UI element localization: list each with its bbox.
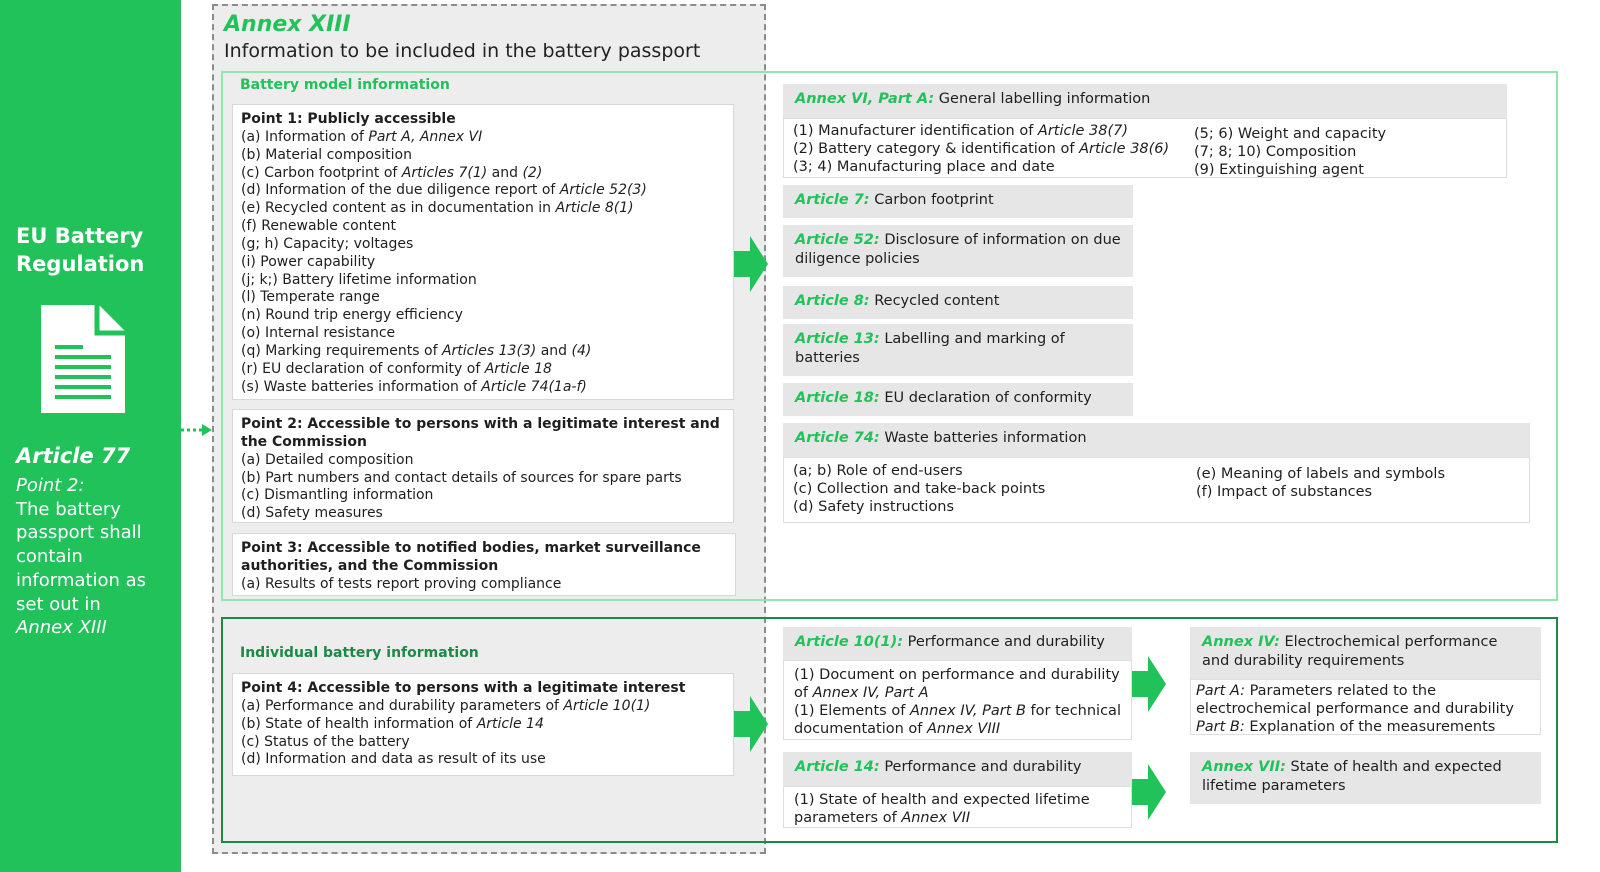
article10-item-ref: Annex IV, Part B — [909, 703, 1026, 719]
article74-left-list — [793, 462, 1045, 516]
point4-item-text: (c) Status of the battery — [241, 733, 410, 750]
point1-item — [241, 182, 725, 200]
article52-text: Disclosure of information on due diligence policies — [795, 232, 1121, 267]
article74-right-list — [1196, 465, 1445, 501]
sidebar — [0, 0, 181, 872]
point1-item-text: (n) Round trip energy efficiency — [241, 307, 463, 324]
article74-right-item: (e) Meaning of labels and symbols — [1196, 466, 1446, 482]
article74-label: Article 74: — [795, 430, 880, 446]
annex6-right-list — [1194, 125, 1386, 179]
annex-title: Annex XIII — [224, 12, 351, 37]
point1-item — [241, 200, 725, 218]
annex6-left-item — [793, 140, 1169, 158]
arrow-right-icon — [1132, 656, 1166, 716]
individual-battery-label: Individual battery information — [240, 645, 479, 661]
point1-item-text: (i) Power capability — [241, 253, 376, 270]
article18-box — [783, 383, 1133, 416]
annex6-left-item-ref: Article 38(6) — [1079, 141, 1170, 157]
point1-box — [232, 104, 734, 400]
point1-item — [241, 272, 725, 290]
point1-item-text: (c) Carbon footprint of — [241, 164, 402, 181]
point1-item — [241, 325, 725, 343]
annex6-left-item-text: (2) Battery category & identification of — [793, 141, 1080, 157]
article52-label: Article 52: — [795, 232, 880, 248]
annex6-label: Annex VI, Part A: — [795, 91, 935, 107]
point4-heading: Point 4: Accessible to persons with a legitimate interest — [241, 680, 686, 696]
annex7-label: Annex VII: — [1202, 759, 1286, 775]
point1-item-ref: Articles 13(3) — [441, 342, 537, 359]
point1-item-text: (s) Waste batteries information of — [241, 378, 482, 395]
point1-item-text: (f) Renewable content — [241, 218, 396, 235]
point1-item-ref: Part A, Annex VI — [368, 128, 483, 145]
article74-right-item: (f) Impact of substances — [1196, 484, 1373, 500]
annex4-text: Electrochemical performance and durability requirements — [1202, 634, 1498, 669]
annex4-part-a-label: Part A: — [1196, 683, 1245, 699]
annex4-label: Annex IV: — [1202, 634, 1280, 650]
article7-text: Carbon footprint — [874, 192, 994, 208]
point1-item-text: and — [536, 342, 572, 359]
point1-item-text: (l) Temperate range — [241, 289, 380, 306]
point1-item — [241, 254, 725, 272]
article10-details — [783, 660, 1132, 740]
point1-item-ref: Article 18 — [484, 360, 552, 377]
article10-item-text: (1) Elements of — [794, 703, 910, 719]
point4-item-text: (b) State of health information of — [241, 715, 477, 732]
point2-item: (a) Detailed composition — [241, 451, 414, 468]
point4-box — [232, 673, 734, 776]
article74-details — [783, 457, 1530, 523]
article14-text: Performance and durability — [884, 759, 1082, 775]
sidebar-point: Point 2: — [16, 475, 85, 496]
point1-item — [241, 165, 725, 183]
annex6-left-item-text: (3; 4) Manufacturing place and date — [793, 159, 1055, 175]
article10-item-text: (1) Document on performance and durability of — [794, 667, 1120, 701]
article8-box — [783, 286, 1133, 319]
point1-item — [241, 129, 725, 147]
point1-item — [241, 379, 725, 397]
point1-item-text: (j; k;) Battery lifetime information — [241, 271, 477, 288]
article10-item-ref: Annex VIII — [927, 721, 1001, 737]
point2-box — [232, 409, 734, 523]
point1-item-text: and — [487, 164, 523, 181]
article10-item — [794, 666, 1121, 702]
annex7-box — [1190, 752, 1541, 804]
point3-box — [232, 533, 736, 596]
point1-item-text: (g; h) Capacity; voltages — [241, 235, 414, 252]
annex6-left-item — [793, 158, 1169, 176]
sidebar-description — [16, 474, 178, 640]
point1-item — [241, 343, 725, 361]
article13-box — [783, 324, 1133, 376]
article7-box — [783, 185, 1133, 218]
point1-item-ref: Article 8(1) — [555, 200, 634, 217]
annex6-left-list — [793, 122, 1169, 176]
point2-item: (b) Part numbers and contact details of sources for spare parts — [241, 469, 682, 486]
annex6-right-item: (7; 8; 10) Composition — [1194, 144, 1357, 160]
point4-item-text: (a) Performance and durability parameters of — [241, 697, 564, 714]
annex6-left-item-text: (1) Manufacturer identification of — [793, 123, 1038, 139]
point1-item — [241, 307, 725, 325]
point1-item-ref: Article 74(1a-f) — [481, 378, 587, 395]
point1-item-ref: Articles 7(1) — [401, 164, 488, 181]
point1-item-ref: (2) — [522, 164, 543, 181]
article13-label: Article 13: — [795, 331, 880, 347]
point1-item — [241, 218, 725, 236]
annex4-part-a-text: Parameters related to the electrochemical performance and durability — [1196, 683, 1514, 717]
point1-item-text: (d) Information of the due diligence report of — [241, 182, 560, 199]
article14-label: Article 14: — [795, 759, 880, 775]
point1-item-text: (a) Information of — [241, 128, 369, 145]
point4-item — [241, 698, 725, 716]
article8-text: Recycled content — [874, 293, 1000, 309]
article14-details — [783, 786, 1132, 828]
document-icon — [39, 303, 127, 419]
point4-item-ref: Article 14 — [476, 715, 544, 732]
article10-label: Article 10(1): — [795, 634, 904, 650]
point1-item-text: (o) Internal resistance — [241, 325, 396, 342]
annex6-text: General labelling information — [938, 91, 1151, 107]
point4-item — [241, 716, 725, 734]
annex4-part-b-label: Part B: — [1196, 719, 1245, 735]
annex-subtitle: Information to be included in the battery passport — [224, 40, 701, 62]
article8-label: Article 8: — [795, 293, 870, 309]
article14-item-ref: Annex VII — [901, 810, 971, 826]
point4-item-text: (d) Information and data as result of its use — [241, 751, 546, 768]
annex4-part-b-text: Explanation of the measurements — [1249, 719, 1496, 735]
article14-header — [783, 752, 1132, 786]
point4-list — [241, 698, 725, 769]
sidebar-title: EU Battery Regulation — [16, 224, 145, 276]
point1-item-ref: Article 52(3) — [559, 182, 647, 199]
point3-item: (a) Results of tests report proving compliance — [241, 575, 562, 592]
dotted-arrow-icon — [180, 421, 214, 443]
point2-item: (d) Safety measures — [241, 505, 383, 522]
point1-item-text: (q) Marking requirements of — [241, 342, 442, 359]
article52-box — [783, 225, 1133, 277]
article74-left-item: (c) Collection and take-back points — [793, 481, 1046, 497]
annex7-text: State of health and expected lifetime parameters — [1202, 759, 1502, 794]
article10-item-ref: Annex IV, Part A — [812, 685, 929, 701]
article74-header — [783, 423, 1530, 457]
article13-text: Labelling and marking of batteries — [795, 331, 1065, 366]
point2-item: (c) Dismantling information — [241, 487, 434, 504]
point1-item-text: (r) EU declaration of conformity of — [241, 360, 485, 377]
sidebar-annex-ref: Annex XIII — [16, 617, 107, 639]
point1-item-text: (b) Material composition — [241, 146, 412, 163]
article74-left-item: (a; b) Role of end-users — [793, 463, 963, 479]
annex6-left-item — [793, 122, 1169, 140]
article10-text: Performance and durability — [907, 634, 1105, 650]
point4-item — [241, 734, 725, 752]
point4-item-ref: Article 10(1) — [563, 697, 651, 714]
arrow-right-icon — [734, 696, 768, 756]
point1-item — [241, 289, 725, 307]
article74-text: Waste batteries information — [884, 430, 1087, 446]
point1-item — [241, 236, 725, 254]
point1-item-text: (e) Recycled content as in documentation in — [241, 200, 556, 217]
point1-item-ref: (4) — [571, 342, 592, 359]
article18-text: EU declaration of conformity — [884, 390, 1092, 406]
article74-left-item: (d) Safety instructions — [793, 499, 955, 515]
point2-heading: Point 2: Accessible to persons with a legitimate interest and the Commission — [241, 416, 720, 450]
sidebar-text: The battery passport shall contain information as set out in — [16, 498, 147, 615]
point1-list — [241, 129, 725, 397]
article14-item-text: (1) State of health and expected lifetime parameters of — [794, 792, 1090, 826]
point4-item — [241, 751, 725, 769]
article18-label: Article 18: — [795, 390, 880, 406]
point1-item — [241, 361, 725, 379]
sidebar-article: Article 77 — [16, 444, 131, 468]
annex6-right-item: (9) Extinguishing agent — [1194, 162, 1364, 178]
annex4-header — [1190, 627, 1541, 679]
arrow-right-icon — [1132, 764, 1166, 824]
annex6-left-item-ref: Article 38(7) — [1037, 123, 1129, 139]
article10-item-text: for technical documentation of — [794, 703, 1121, 737]
annex6-details — [783, 118, 1507, 178]
annex4-details — [1190, 679, 1541, 735]
point1-item — [241, 147, 725, 165]
article10-item — [794, 702, 1121, 738]
battery-model-label: Battery model information — [240, 77, 450, 93]
arrow-right-icon — [734, 236, 768, 296]
point3-heading: Point 3: Accessible to notified bodies, market surveillance authorities, and the Commission — [241, 540, 701, 574]
annex6-header — [783, 84, 1507, 118]
article10-header — [783, 627, 1132, 660]
annex6-right-item: (5; 6) Weight and capacity — [1194, 126, 1387, 142]
article7-label: Article 7: — [795, 192, 870, 208]
point1-heading: Point 1: Publicly accessible — [241, 111, 456, 127]
